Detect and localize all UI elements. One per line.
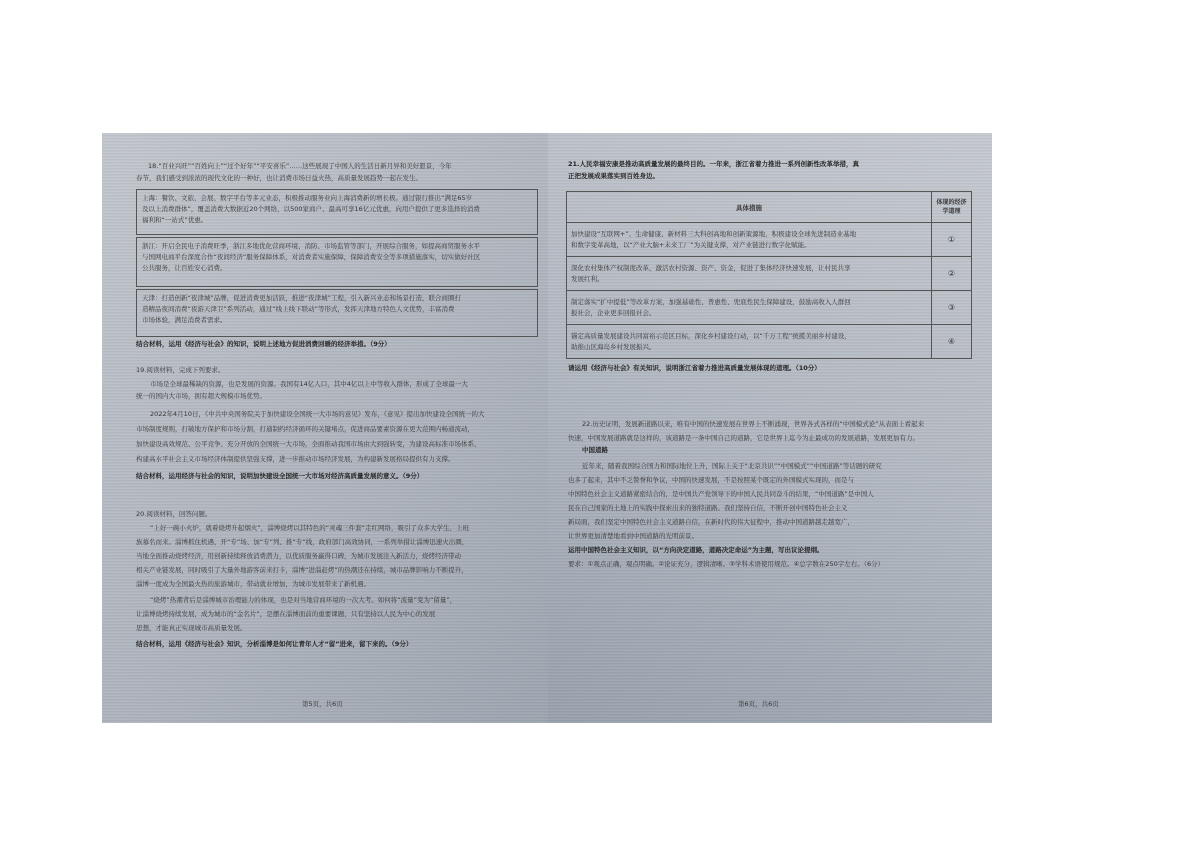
cell-line: 助推山区海岛乡村发展振兴。 <box>571 342 656 351</box>
box-line: 市场体验，满足消费者需求。 <box>142 316 227 324</box>
q21-question: 请运用《经济与社会》有关知识，说明浙江省着力推进高质量发展体现的道理。（10分） <box>568 364 821 372</box>
q20-para-line: 淄博一度成为全国最火热的旅游城市，带动就业增加，为城市发展带来了新机遇。 <box>136 580 370 588</box>
q19-para-line: 加快建设高效规范、公平竞争、充分开放的全国统一大市场，全面推动我国市场由大到强转变，为建设高标准市场体系、 <box>136 440 481 448</box>
q21-heading-line: 21.人民幸福安康是推动高质量发展的最终目的。一年来，浙江省着力推进一系列创新性改革举措，真 <box>568 160 860 168</box>
q21-table <box>566 191 972 359</box>
table-row <box>567 291 972 325</box>
q18-material-box-tianjin <box>136 289 538 337</box>
cell-line: 和数字变革高地，以“产业大脑+未来工厂”为关键支撑，对产业链进行数字化赋能。 <box>571 240 811 249</box>
q22-para-line: 22.历史证明，发展新道路以来，唯有中国的快速发展在世界上不断涌现，世界各式各样的“中国模式论”从表面上看起来 <box>582 420 925 428</box>
q20-para-line: 让淄博烧烤持续发展，成为城市的“金名片”，是摆在淄博面前的重要课题，只有坚持以人民为中心的发展 <box>136 610 436 618</box>
table-row <box>567 325 972 359</box>
cell-line: 深化农村集体产权制度改革，激活农村资源、资产、资金，促进了集体经济快速发展，让村民共享 <box>571 263 851 272</box>
q18-material-box-shanghai <box>136 189 538 235</box>
table-cell-measure <box>567 223 932 257</box>
table-cell-answer-slot: ① <box>932 223 972 257</box>
page-footer: 第6页，共6页 <box>738 700 779 708</box>
q22-requirement: 要求：①观点正确，观点明确。②论证充分，逻辑清晰。③学科术语使用规范。④总字数在250字左右。（6分） <box>568 560 885 568</box>
q22-para-line: 中国特色社会主义道路紧密结合的，是中国共产党领导下的中国人民共同奋斗的结果，“中国道路”是中国人 <box>568 490 874 498</box>
box-line: 造精品夜间消费“夜游天津卫”系列活动，通过“线上线下联动”等形式，发挥天津地方特色人文优势，丰富消费 <box>142 305 455 313</box>
q18-intro-line: 18.“百业兴旺”“百姓向上”“过个好年”“平安喜乐”……这些展现了中国人的生活日新月异和美好愿景，今年 <box>148 162 452 170</box>
table-cell-measure <box>567 257 932 291</box>
q19-para-line: 市场制度规则，打破地方保护和市场分割，打通制约经济循环的关键堵点，促进商品要素资源在更大范围内畅通流动， <box>136 425 474 433</box>
exam-page-left <box>102 133 550 723</box>
q20-para-line: 相关产业链发展，同时吸引了大量外地游客前来打卡，淄博“进淄赶烤”的热潮还在持续，城市品牌影响力不断提升， <box>136 566 468 574</box>
q19-para-line: 市场是全球最稀缺的资源，也是发展的资源。我国有14亿人口，其中4亿以上中等收入群体，形成了全球最一大 <box>150 380 468 388</box>
q20-para-line: “上好一碗小火炉，就着烧烤升起烟火”，淄博烧烤以其特色的“灵魂三件套”走红网络，吸引了众多大学生、上班 <box>150 524 469 532</box>
box-line: 及以上消费群体”，覆盖消费大数据近20个网络，以500家商户、最高可享16亿元优惠，向用户提供了更多选择的消费 <box>142 205 480 213</box>
cell-line: 发展红利。 <box>571 274 604 283</box>
box-line: 福利和“一站式”优惠。 <box>142 216 208 224</box>
table-header-principle: 体现的经济学道理 <box>932 192 972 223</box>
q20-question: 结合材料，运用《经济与社会》知识，分析淄博是如何让青年人才“留”进来，留下来的。（9分） <box>136 640 413 648</box>
q22-para-line: 也多了起来，其中不乏赞誉和争议，中国的快速发展，不是按照某个既定的外国模式实现的，而是与 <box>568 476 854 484</box>
q20-para-line: 族慕名而来。淄博抓住机遇，开“专”场、加“专”列、推“专”线，政府部门高效协同，一系列举措让淄博迅速火出圈， <box>136 538 469 546</box>
page-footer: 第5页，共6页 <box>302 700 343 708</box>
q22-subheading: 中国道路 <box>582 446 608 454</box>
cell-line: 加快建设“互联网+”、生命健康、新材料三大科创高地和创新策源地，积极建设全球先进制造业基地 <box>571 229 857 238</box>
q20-para-line: “烧烤”热潮背后是淄博城市治理能力的体现，也是对当地营商环境的一次大考。如何将“流量”变为“留量”， <box>150 596 457 604</box>
table-cell-measure <box>567 291 932 325</box>
table-cell-measure <box>567 325 932 359</box>
box-line: 浙江：开启全民电子消费旺季，浙江多地优化营商环境、消防、市场监管等部门，开展综合服务，如提高商贸服务水平 <box>142 242 480 250</box>
q19-para-line: 构建高水平社会主义市场经济体制提供坚强支撑，进一步推动市场经济发展，为构建新发展格局提供有力支撑。 <box>136 455 455 463</box>
q22-para-line: 民在自己国家的土地上的实践中探索出来的独特道路。我们坚持自信，不断开创中国特色社会主义 <box>568 504 848 512</box>
q19-question: 结合材料，运用经济与社会的知识，说明加快建设全国统一大市场对经济高质量发展的意义。（9分） <box>136 472 424 480</box>
table-cell-answer-slot: ④ <box>932 325 972 359</box>
q19-para-line: 2022年4月10日，《中共中央国务院关于加快建设全国统一大市场的意见》发布，《意见》提出加快建设全国统一的大 <box>150 410 485 418</box>
box-line: 天津：打造创新“夜津城”品牌，促进消费更加活跃，推进“夜津城”工程，引入新兴业态和场景打造，联合商圈打 <box>142 294 461 302</box>
table-row <box>567 223 972 257</box>
q20-heading: 20.阅读材料，回答问题。 <box>136 510 212 518</box>
box-line: 上海：餐饮、文旅、会展、数字平台等多元业态，积极推动服务业向上海消费新的增长极。通过银行推出“满足65岁 <box>142 194 473 202</box>
q18-intro-line: 春节，我们感受到浓浓的现代文化的一种好，也让消费市场日益火热，高质量发展趋势一起在发生。 <box>136 174 422 182</box>
q22-theme: 运用中国特色社会主义知识，以“方向决定道路，道路决定命运”为主题，写出议论提纲。 <box>568 546 824 554</box>
exam-page-right <box>548 133 992 723</box>
cell-line: 报社会，企业更多回报社会。 <box>571 308 656 317</box>
table-cell-answer-slot: ③ <box>932 291 972 325</box>
q22-para-line: 快速，中国发展道路就是这样的，该道路是一条中国自己的道路，它是世界上迄今为止最成功的发展道路，发展更加有力。 <box>568 434 919 442</box>
q18-question: 结合材料，运用《经济与社会》的知识，说明上述地方促进消费回暖的经济举措。（9分） <box>136 340 391 348</box>
q21-heading-line: 正把发展成果落实到百姓身边。 <box>568 172 659 180</box>
q22-para-line: 近年来，随着我国综合国力和国际地位上升，国际上关于“北京共识”“中国模式”“中国道路”等话题的研究 <box>582 462 882 470</box>
q18-material-box-zhejiang <box>136 237 538 287</box>
table-header-row <box>567 192 972 223</box>
q19-heading: 19.阅读材料，完成下列要求。 <box>136 366 225 374</box>
q20-para-line: 思想，才能真正实现城市高质量发展。 <box>136 624 247 632</box>
q22-para-line: 让世界更加清楚地看到中国道路的光明前景。 <box>568 532 698 540</box>
box-line: 公共服务，让百姓安心消费。 <box>142 264 227 272</box>
box-line: 与国网电商平台深度合作“夜间经济”服务保障体系，对消费者实施保障，保障消费安全等多项措施落实，切实做好社区 <box>142 253 481 261</box>
q20-para-line: 当地全面推动烧烤经济，用创新持续释放消费潜力，以优质服务赢得口碑，为城市发展注入新活力，烧烤经济带动 <box>136 552 461 560</box>
cell-line: 锚定高质量发展建设共同富裕示范区目标，深化乡村建设行动，以“千万工程”统揽美丽乡村建设， <box>571 331 851 340</box>
cell-line: 制定落实“扩中提低”等改革方案，加强基础性、普惠性、兜底性民生保障建设，鼓励高收入人群回 <box>571 297 851 306</box>
table-cell-answer-slot: ② <box>932 257 972 291</box>
q22-para-line: 新局面，我们坚定中国特色社会主义道路自信，在新时代的伟大征程中，推动中国道路越走越宽广， <box>568 518 854 526</box>
q19-para-line: 统一的国内大市场，拥有超大规模市场优势。 <box>136 392 266 400</box>
table-row <box>567 257 972 291</box>
table-header-measures: 具体措施 <box>567 192 932 223</box>
